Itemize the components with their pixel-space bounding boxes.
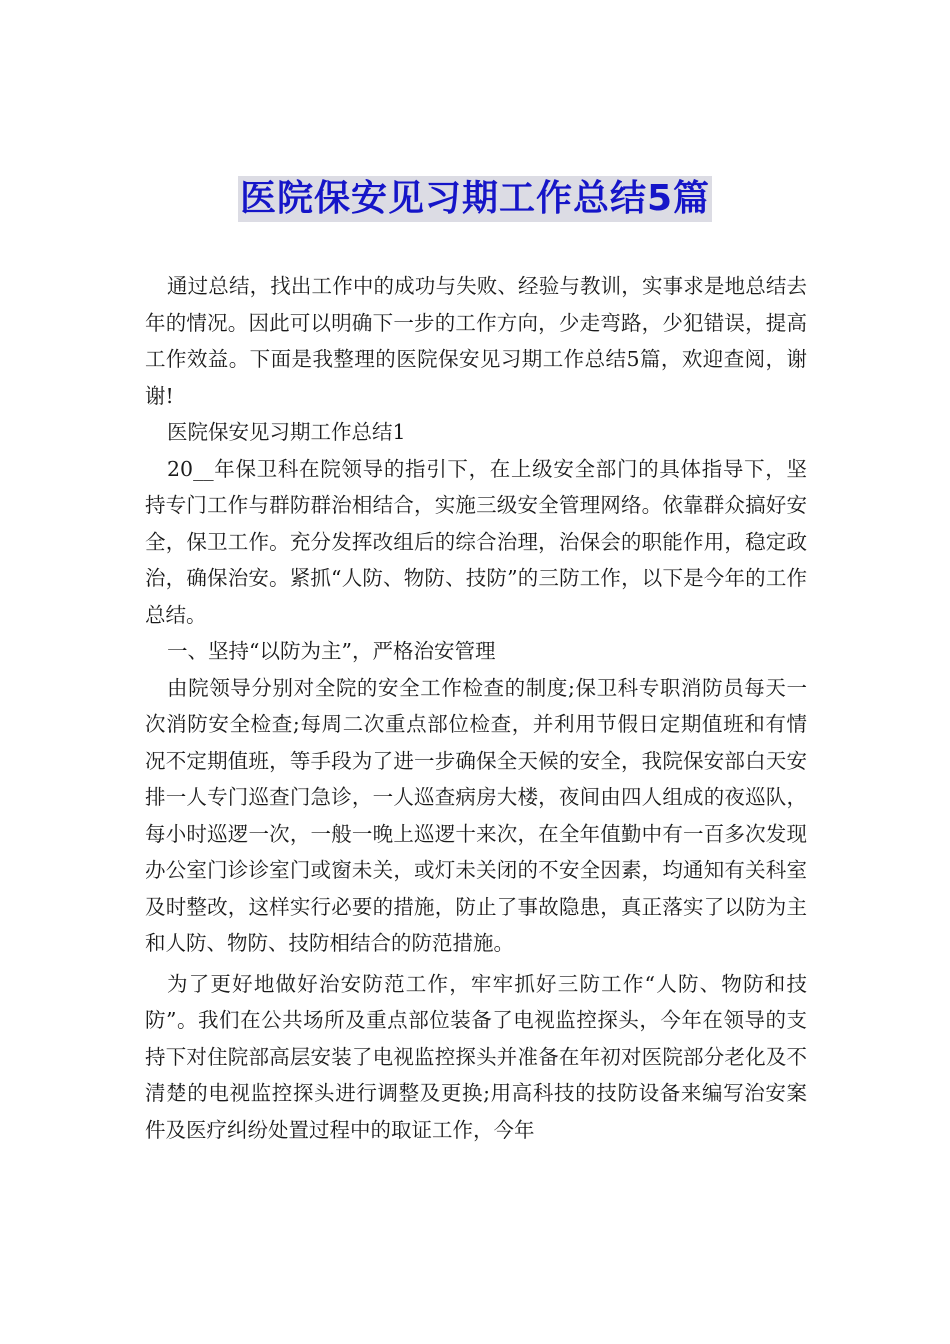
- paragraph-intro: 通过总结，找出工作中的成功与失败、经验与教训，实事求是地总结去年的情况。因此可以明确下一步的工作方向，少走弯路，少犯错误，提高工作效益。下面是我整理的医院保安见习期工作总结5篇，欢迎查阅，谢谢!: [145, 274, 807, 408]
- paragraph-surveillance: 为了更好地做好治安防范工作，牢牢抓好三防工作“人防、物防和技防”。我们在公共场所及重点部位装备了电视监控探头，今年在领导的支持下对住院部高层安装了电视监控探头并准备在年初对医院部分老化及不清楚的电视监控探头进行调整及更换;用高科技的技防设备来编写治安案件及医疗纠纷处置过程中的取证工作，今年: [145, 971, 807, 1142]
- title-wrapper: [0, 176, 950, 222]
- paragraph-overview: 20__年保卫科在院领导的指引下，在上级安全部门的具体指导下，坚持专门工作与群防群治相结合，实施三级安全管理网络。依靠群众搞好安全，保卫工作。充分发挥改组后的综合治理，治保会的职能作用，稳定政治，确保治安。紧抓“人防、物防、技防”的三防工作，以下是今年的工作总结。: [145, 456, 807, 627]
- paragraph-patrol: 由院领导分别对全院的安全工作检查的制度;保卫科专职消防员每天一次消防安全检查;每周二次重点部位检查，并利用节假日定期值班和有情况不定期值班，等手段为了进一步确保全天候的安全，我院保安部白天安排一人专门巡查门急诊，一人巡查病房大楼，夜间由四人组成的夜巡队，每小时巡逻一次，一般一晚上巡逻十来次，在全年值勤中有一百多次发现办公室门诊诊室门或窗未关，或灯未关闭的不安全因素，均通知有关科室及时整改，这样实行必要的措施，防止了事故隐患，真正落实了以防为主和人防、物防、技防相结合的防范措施。: [145, 675, 807, 955]
- section-heading: 一、坚持“以防为主”，严格治安管理: [167, 639, 496, 663]
- page-title: 医院保安见习期工作总结5篇: [238, 176, 712, 222]
- document-body: [145, 268, 807, 1148]
- paragraph-subtitle: 医院保安见习期工作总结1: [167, 420, 406, 444]
